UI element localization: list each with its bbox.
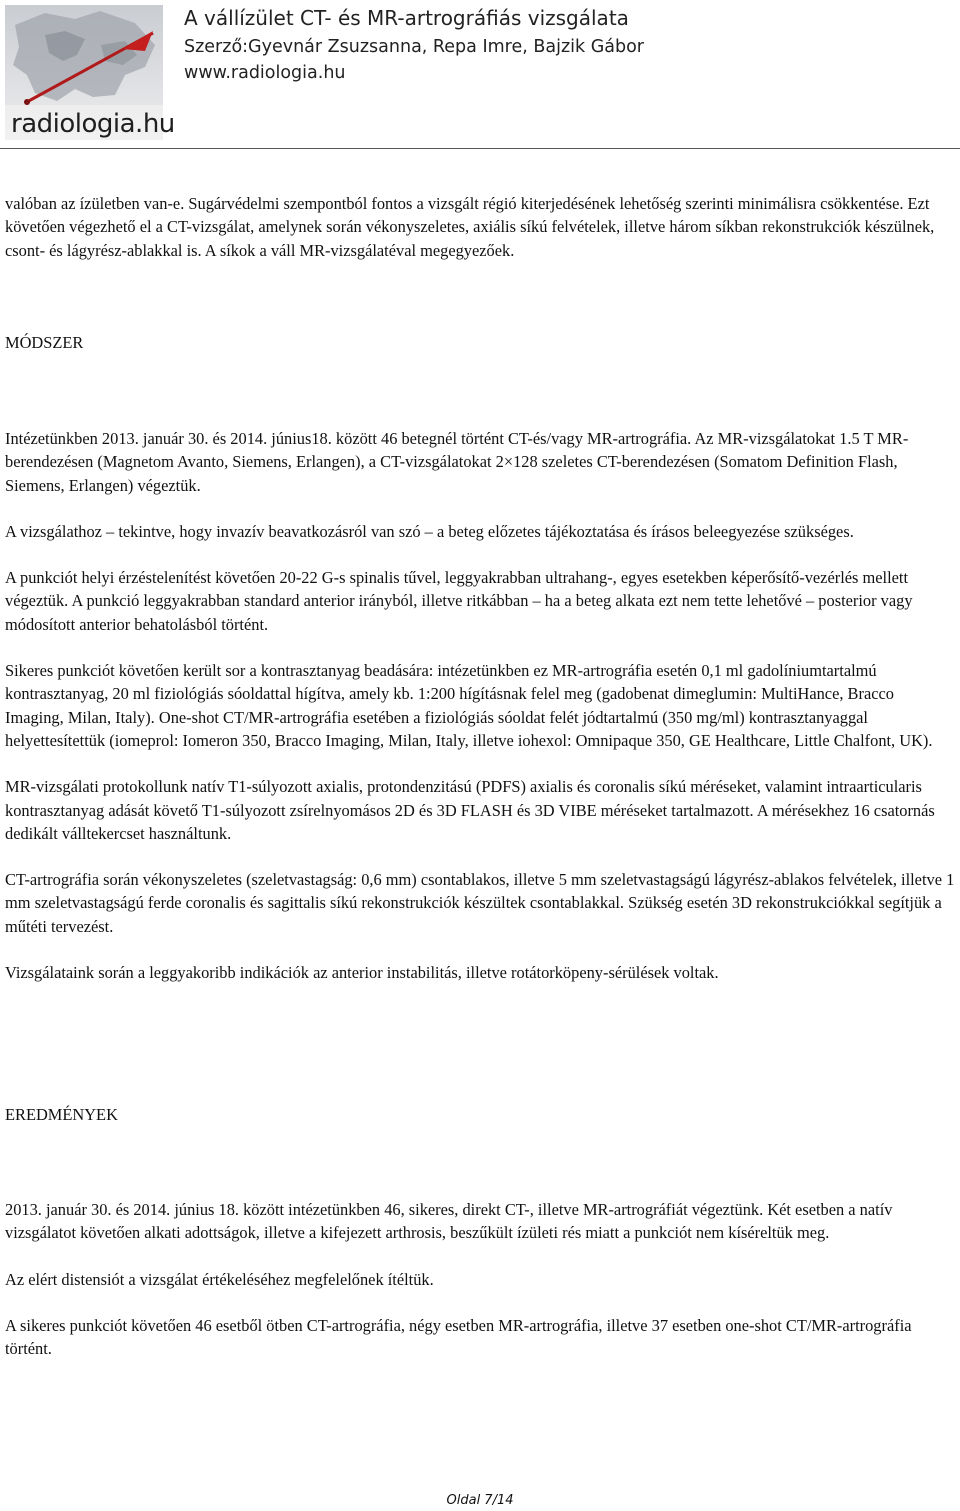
methods-block	[5, 427, 955, 984]
header-divider	[0, 148, 960, 149]
methods-paragraph: Sikeres punkciót követően került sor a kontrasztanyag beadására: intézetünkben ez MR-artrográfia esetén 0,1 ml gadolíniumtartalmú kontrasztanyag, 20 ml fiziológiás sóoldattal hígítva, amely kb. 1:200 hígításnak felel meg (gadobenat dimeglumin: MultiHance, Bracco Imaging, Milan, Italy). One-shot CT/MR-artrográfia esetében a fiziológiás sóoldat felét jódtartalmú (350 mg/ml) kontrasztanyaggal helyettesítettük (iomeprol: Iomeron 350, Bracco Imaging, Milan, Italy, illetve iohexol: Omnipaque 350, GE Healthcare, Little Chalfont, UK).	[5, 661, 933, 750]
methods-paragraph: A vizsgálathoz – tekintve, hogy invazív beavatkozásról van szó – a beteg előzetes tájékoztatása és írásos beleegyezése szükséges.	[5, 521, 854, 541]
page-header	[0, 0, 960, 148]
document-title: A vállízület CT- és MR-artrográfiás vizsgálata	[184, 6, 629, 30]
document-authors: Szerző:Gyevnár Zsuzsanna, Repa Imre, Bajzik Gábor	[184, 37, 644, 57]
methods-paragraph: Intézetünkben 2013. január 30. és 2014. június18. között 46 betegnél történt CT-és/vagy MR-artrográfia. Az MR-vizsgálatokat 1.5 T MR-berendezésen (Magnetom Avanto, Siemens, Erlangen), a CT-vizsgálatokat 2×128 szeletes CT-berendezésen (Somatom Definition Flash, Siemens, Erlangen) végeztük.	[5, 429, 909, 495]
radiologia-logo	[5, 5, 175, 140]
results-paragraph: Az elért distensiót a vizsgálat értékeléséhez megfelelőnek ítéltük.	[5, 1269, 434, 1289]
methods-heading: MÓDSZER	[5, 333, 84, 352]
methods-paragraph: MR-vizsgálati protokollunk natív T1-súlyozott axialis, protondenzitású (PDFS) axialis és coronalis síkú méréseket, valamint intraarticularis kontrasztanyag adását követő T1-súlyozott zsírelnyomásos 2D és 3D FLASH és 3D VIBE méréseket tartalmazott. A mérésekhez 16 csatornás dedikált válltekercset használtunk.	[5, 777, 935, 843]
logo-text: radiologia.hu	[11, 109, 175, 139]
page-number: Oldal 7/14	[446, 1493, 514, 1508]
site-url: www.radiologia.hu	[184, 63, 346, 83]
intro-block	[5, 192, 955, 262]
methods-paragraph: Vizsgálataink során a leggyakoribb indikációk az anterior instabilitás, illetve rotátorköpeny-sérülések voltak.	[5, 963, 719, 983]
methods-paragraph: CT-artrográfia során vékonyszeletes (szeletvastagság: 0,6 mm) csontablakos, illetve 5 mm szeletvastagságú lágyrész-ablakos felvételek, illetve 1 mm szeletvastagságú ferde coronalis és sagittalis síkú rekonstrukciók készültek csontablakkal. Szükség esetén 3D rekonstrukciókkal segítjük a műtéti tervezést.	[5, 870, 955, 936]
results-paragraph: 2013. január 30. és 2014. június 18. között intézetünkben 46, sikeres, direkt CT-, illetve MR-artrográfiát végeztünk. Két esetben a natív vizsgálatot követően alkati adottságok, illetve a kifejezett arthrosis, beszűkült ízületi rés miatt a punkciót nem kíséreltük meg.	[5, 1200, 893, 1243]
intro-paragraph: valóban az ízületben van-e. Sugárvédelmi szempontból fontos a vizsgált régió kiterjedésének lehetőség szerinti minimálisra csökkentése. Ezt követően végezhető el a CT-vizsgálat, amelynek során vékonyszeletes, axiális síkú felvételek, illetve három síkban rekonstrukciók készülnek, csont- és lágyrész-ablakkal is. A síkok a váll MR-vizsgálatéval megegyezőek.	[5, 194, 935, 260]
results-paragraph: A sikeres punkciót követően 46 esetből ötben CT-artrográfia, négy esetben MR-artrográfia, illetve 37 esetben one-shot CT/MR-artrográfia történt.	[5, 1315, 912, 1359]
results-heading: EREDMÉNYEK	[5, 1105, 118, 1124]
results-block	[5, 1198, 955, 1360]
methods-paragraph: A punkciót helyi érzéstelenítést követően 20-22 G-s spinalis tűvel, leggyakrabban ultrahang-, egyes esetekben képerősítő-vezérlés mellett végeztük. A punkció leggyakrabban standard anterior irányból, illetve ritkábban – ha a beteg alkata ezt nem tette lehetővé – posterior vagy módosított anterior behatolásból történt.	[5, 568, 913, 634]
